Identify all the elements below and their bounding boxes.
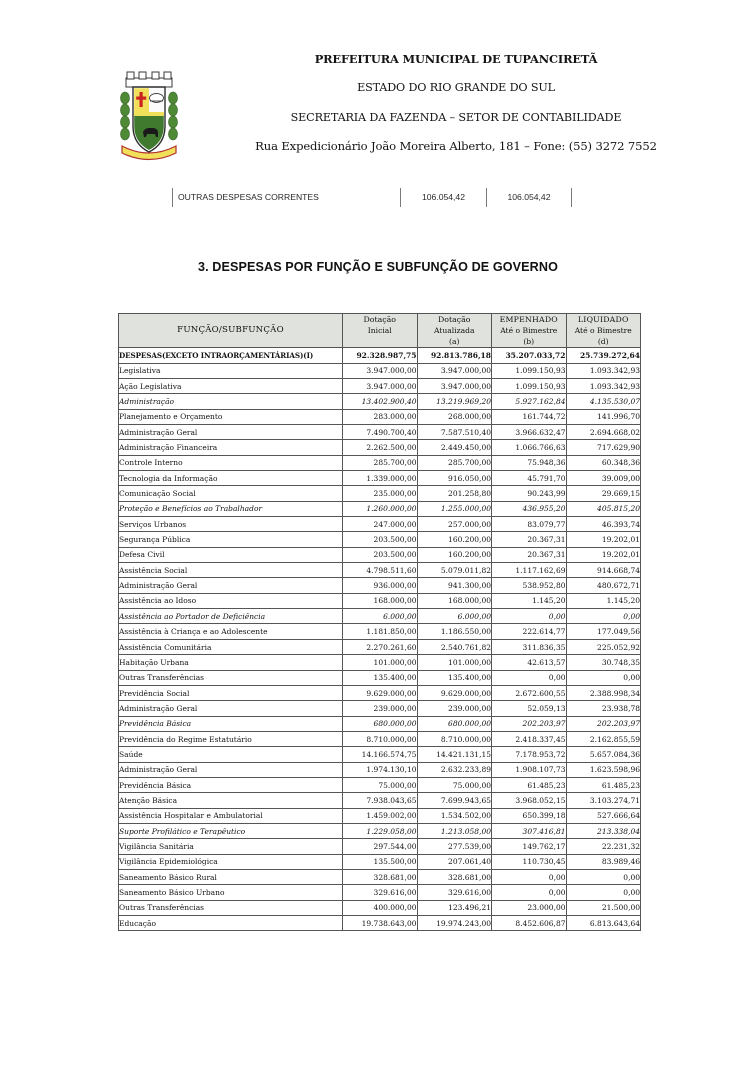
cell-inicial: 135.400,00 (343, 670, 418, 685)
cell-empenhado: 42.613,57 (492, 655, 567, 670)
cell-atualizada: 680.000,00 (417, 716, 492, 731)
cell-atualizada: 13.219.969,20 (417, 394, 492, 409)
col-header-dotacao-atualizada-line1: Dotação (438, 315, 471, 324)
cell-inicial: 168.000,00 (343, 593, 418, 608)
table-row (119, 363, 641, 378)
table-row (119, 885, 641, 900)
cell-atualizada: 9.629.000,00 (417, 685, 492, 700)
cell-liquidado: 1.623.598,96 (566, 762, 641, 777)
cell-inicial: 283.000,00 (343, 409, 418, 424)
col-header-empenhado-line2: Até o Bimestre (500, 326, 558, 336)
cell-liquidado: 19.202,01 (566, 547, 641, 562)
cell-liquidado: 480.672,71 (566, 578, 641, 593)
table-row (119, 670, 641, 685)
cell-liquidado: 4.135.530,07 (566, 394, 641, 409)
table-row (119, 762, 641, 777)
strip-value-1: 106.054,42 (400, 188, 486, 207)
table-row (119, 378, 641, 393)
cell-atualizada: 92.813.786,18 (417, 348, 492, 363)
cell-inicial: 328.681,00 (343, 869, 418, 884)
col-header-empenhado-line1: EMPENHADO (499, 315, 558, 324)
cell-empenhado: 0,00 (492, 885, 567, 900)
cell-liquidado: 202.203,97 (566, 716, 641, 731)
cell-name: DESPESAS(EXCETO INTRAORÇAMENTÁRIAS)(I) (119, 348, 343, 363)
col-header-funcao-subfuncao: FUNÇÃO/SUBFUNÇÃO (119, 314, 343, 348)
col-header-liquidado-line2: Até o Bimestre (574, 326, 632, 336)
cell-inicial: 329.616,00 (343, 885, 418, 900)
col-header-liquidado (566, 314, 641, 348)
table-row (119, 655, 641, 670)
cell-atualizada: 329.616,00 (417, 885, 492, 900)
cell-empenhado: 307.416,81 (492, 823, 567, 838)
cell-inicial: 285.700,00 (343, 455, 418, 470)
cell-name: Administração Geral (119, 425, 343, 440)
cell-inicial: 6.000,00 (343, 609, 418, 624)
cell-name: Vigilância Sanitária (119, 839, 343, 854)
cell-empenhado: 1.117.162,69 (492, 563, 567, 578)
cell-empenhado: 20.367,31 (492, 532, 567, 547)
col-header-dotacao-inicial (343, 314, 418, 348)
cell-liquidado: 141.996,70 (566, 409, 641, 424)
cell-name: Administração (119, 394, 343, 409)
cell-liquidado: 3.103.274,71 (566, 793, 641, 808)
cell-atualizada: 160.200,00 (417, 547, 492, 562)
cell-atualizada: 257.000,00 (417, 517, 492, 532)
table-row (119, 624, 641, 639)
strip-value-2: 106.054,42 (486, 188, 572, 207)
cell-inicial: 936.000,00 (343, 578, 418, 593)
cell-liquidado: 23.938,78 (566, 701, 641, 716)
table-row (119, 701, 641, 716)
cell-atualizada: 135.400,00 (417, 670, 492, 685)
cell-liquidado: 2.694.668,02 (566, 425, 641, 440)
cell-empenhado: 1.145,20 (492, 593, 567, 608)
cell-empenhado: 90.243,99 (492, 486, 567, 501)
cell-inicial: 92.328.987,75 (343, 348, 418, 363)
table-row (119, 486, 641, 501)
col-header-dotacao-atualizada (417, 314, 492, 348)
cell-name: Administração Financeira (119, 440, 343, 455)
table-row (119, 471, 641, 486)
cell-atualizada: 75.000,00 (417, 777, 492, 792)
cell-atualizada: 277.539,00 (417, 839, 492, 854)
table-row (119, 425, 641, 440)
cell-inicial: 19.738.643,00 (343, 916, 418, 931)
cell-empenhado: 650.399,18 (492, 808, 567, 823)
cell-empenhado: 83.079,77 (492, 517, 567, 532)
cell-name: Assistência ao Idoso (119, 593, 343, 608)
cell-inicial: 1.339.000,00 (343, 471, 418, 486)
cell-inicial: 1.229.058,00 (343, 823, 418, 838)
table-row (119, 547, 641, 562)
cell-name: Legislativa (119, 363, 343, 378)
table-row (119, 808, 641, 823)
cell-atualizada: 2.540.761,82 (417, 639, 492, 654)
cell-inicial: 2.270.261,60 (343, 639, 418, 654)
cell-inicial: 3.947.000,00 (343, 363, 418, 378)
cell-empenhado: 110.730,45 (492, 854, 567, 869)
cell-liquidado: 5.657.084,36 (566, 747, 641, 762)
cell-atualizada: 2.449.450,00 (417, 440, 492, 455)
letterhead-line-secretaria: SECRETARIA DA FAZENDA – SETOR DE CONTABILIDADE (290, 110, 622, 124)
cell-inicial: 680.000,00 (343, 716, 418, 731)
cell-liquidado: 61.485,23 (566, 777, 641, 792)
cell-empenhado: 202.203,97 (492, 716, 567, 731)
col-header-empenhado (492, 314, 567, 348)
cell-liquidado: 46.393,74 (566, 517, 641, 532)
table-header-row (119, 314, 641, 348)
cell-inicial: 3.947.000,00 (343, 378, 418, 393)
cell-name: Proteção e Benefícios ao Trabalhador (119, 501, 343, 516)
table-row (119, 854, 641, 869)
table-row (119, 394, 641, 409)
table-row (119, 793, 641, 808)
cell-name: Serviços Urbanos (119, 517, 343, 532)
cell-atualizada: 328.681,00 (417, 869, 492, 884)
cell-name: Saúde (119, 747, 343, 762)
cell-name: Previdência Social (119, 685, 343, 700)
cell-atualizada: 7.699.943,65 (417, 793, 492, 808)
cell-name: Habitação Urbana (119, 655, 343, 670)
cell-name: Assistência Hospitalar e Ambulatorial (119, 808, 343, 823)
cell-name: Tecnologia da Informação (119, 471, 343, 486)
table-row (119, 731, 641, 746)
cell-empenhado: 23.000,00 (492, 900, 567, 915)
cell-empenhado: 0,00 (492, 609, 567, 624)
cell-name: Administração Geral (119, 701, 343, 716)
cell-liquidado: 177.049,56 (566, 624, 641, 639)
cell-liquidado: 83.989,46 (566, 854, 641, 869)
cell-empenhado: 2.418.337,45 (492, 731, 567, 746)
cell-inicial: 297.544,00 (343, 839, 418, 854)
cell-liquidado: 2.388.998,34 (566, 685, 641, 700)
cell-empenhado: 1.099.150,93 (492, 378, 567, 393)
cell-name: Assistência à Criança e ao Adolescente (119, 624, 343, 639)
col-header-dotacao-inicial-key (343, 336, 417, 347)
cell-empenhado: 149.762,17 (492, 839, 567, 854)
cell-inicial: 203.500,00 (343, 532, 418, 547)
cell-liquidado: 25.739.272,64 (566, 348, 641, 363)
cell-inicial: 135.500,00 (343, 854, 418, 869)
cell-liquidado: 0,00 (566, 869, 641, 884)
cell-liquidado: 0,00 (566, 609, 641, 624)
cell-name: Ação Legislativa (119, 378, 343, 393)
table-row (119, 869, 641, 884)
cell-inicial: 239.000,00 (343, 701, 418, 716)
cell-empenhado: 35.207.033,72 (492, 348, 567, 363)
table-row (119, 593, 641, 608)
cell-empenhado: 1.066.766,63 (492, 440, 567, 455)
table-row (119, 716, 641, 731)
cell-empenhado: 222.614,77 (492, 624, 567, 639)
cell-name: Administração Geral (119, 578, 343, 593)
table-row (119, 409, 641, 424)
cell-empenhado: 436.955,20 (492, 501, 567, 516)
page-title: 3. DESPESAS POR FUNÇÃO E SUBFUNÇÃO DE GOVERNO (198, 260, 558, 274)
cell-liquidado: 213.338,04 (566, 823, 641, 838)
letterhead (0, 54, 756, 174)
cell-atualizada: 6.000,00 (417, 609, 492, 624)
cell-liquidado: 1.145,20 (566, 593, 641, 608)
cell-atualizada: 168.000,00 (417, 593, 492, 608)
cell-liquidado: 21.500,00 (566, 900, 641, 915)
cell-atualizada: 160.200,00 (417, 532, 492, 547)
table-row (119, 440, 641, 455)
col-header-liquidado-line1: LIQUIDADO (577, 315, 629, 324)
cell-atualizada: 3.947.000,00 (417, 378, 492, 393)
cell-inicial: 8.710.000,00 (343, 731, 418, 746)
cell-inicial: 4.798.511,60 (343, 563, 418, 578)
cell-empenhado: 8.452.606,87 (492, 916, 567, 931)
cell-name: Saneamento Básico Rural (119, 869, 343, 884)
table-row (119, 777, 641, 792)
table-row (119, 501, 641, 516)
cell-liquidado: 527.666,64 (566, 808, 641, 823)
cell-liquidado: 39.009,00 (566, 471, 641, 486)
cell-empenhado: 52.059,13 (492, 701, 567, 716)
cell-inicial: 1.181.850,00 (343, 624, 418, 639)
cell-atualizada: 916.050,00 (417, 471, 492, 486)
cell-atualizada: 1.213.058,00 (417, 823, 492, 838)
cell-atualizada: 1.534.502,00 (417, 808, 492, 823)
cell-atualizada: 207.061,40 (417, 854, 492, 869)
table-row (119, 563, 641, 578)
cell-atualizada: 239.000,00 (417, 701, 492, 716)
cell-name: Defesa Civil (119, 547, 343, 562)
cell-inicial: 14.166.574,75 (343, 747, 418, 762)
col-header-empenhado-key: (b) (523, 337, 535, 347)
cell-empenhado: 3.968.052,15 (492, 793, 567, 808)
cell-empenhado: 75.948,36 (492, 455, 567, 470)
cell-atualizada: 201.258,80 (417, 486, 492, 501)
table-row (119, 639, 641, 654)
cell-empenhado: 2.672.600,55 (492, 685, 567, 700)
cell-inicial: 7.938.043,65 (343, 793, 418, 808)
col-header-dotacao-inicial-line2: Inicial (367, 326, 392, 336)
cell-liquidado: 0,00 (566, 885, 641, 900)
cell-name: Outras Transferências (119, 900, 343, 915)
letterhead-line-estado: ESTADO DO RIO GRANDE DO SUL (357, 81, 555, 95)
cell-name: Previdência Básica (119, 777, 343, 792)
cell-name: Assistência ao Portador de Deficiência (119, 609, 343, 624)
outras-despesas-correntes-strip (172, 188, 572, 207)
cell-inicial: 235.000,00 (343, 486, 418, 501)
cell-empenhado: 61.485,23 (492, 777, 567, 792)
cell-name: Previdência do Regime Estatutário (119, 731, 343, 746)
cell-atualizada: 8.710.000,00 (417, 731, 492, 746)
cell-empenhado: 20.367,31 (492, 547, 567, 562)
cell-name: Outras Transferências (119, 670, 343, 685)
cell-name: Suporte Profilático e Terapêutico (119, 823, 343, 838)
table-row (119, 517, 641, 532)
cell-empenhado: 0,00 (492, 869, 567, 884)
cell-liquidado: 914.668,74 (566, 563, 641, 578)
cell-empenhado: 7.178.953,72 (492, 747, 567, 762)
cell-liquidado: 0,00 (566, 670, 641, 685)
cell-liquidado: 717.629,90 (566, 440, 641, 455)
cell-inicial: 203.500,00 (343, 547, 418, 562)
cell-empenhado: 538.952,80 (492, 578, 567, 593)
table-row (119, 747, 641, 762)
cell-empenhado: 1.099.150,93 (492, 363, 567, 378)
cell-inicial: 1.459.002,00 (343, 808, 418, 823)
cell-atualizada: 3.947.000,00 (417, 363, 492, 378)
cell-name: Atenção Básica (119, 793, 343, 808)
table-row (119, 578, 641, 593)
cell-liquidado: 405.815,20 (566, 501, 641, 516)
cell-name: Segurança Pública (119, 532, 343, 547)
cell-liquidado: 1.093.342,93 (566, 378, 641, 393)
cell-liquidado: 29.669,15 (566, 486, 641, 501)
cell-atualizada: 285.700,00 (417, 455, 492, 470)
cell-liquidado: 60.348,36 (566, 455, 641, 470)
cell-name: Planejamento e Orçamento (119, 409, 343, 424)
table-row (119, 455, 641, 470)
cell-empenhado: 5.927.162,84 (492, 394, 567, 409)
coat-of-arms-icon (112, 70, 186, 166)
cell-inicial: 1.974.130,10 (343, 762, 418, 777)
cell-inicial: 9.629.000,00 (343, 685, 418, 700)
cell-liquidado: 30.748,35 (566, 655, 641, 670)
table-row (119, 823, 641, 838)
cell-name: Vigilância Epidemiológica (119, 854, 343, 869)
cell-empenhado: 0,00 (492, 670, 567, 685)
table-row (119, 348, 641, 363)
cell-empenhado: 311.836,35 (492, 639, 567, 654)
table-row (119, 839, 641, 854)
cell-inicial: 75.000,00 (343, 777, 418, 792)
cell-name: Previdência Básica (119, 716, 343, 731)
cell-name: Assistência Comunitária (119, 639, 343, 654)
table-row (119, 532, 641, 547)
cell-atualizada: 101.000,00 (417, 655, 492, 670)
cell-atualizada: 123.496,21 (417, 900, 492, 915)
cell-inicial: 2.262.500,00 (343, 440, 418, 455)
table-row (119, 916, 641, 931)
cell-name: Educação (119, 916, 343, 931)
cell-atualizada: 2.632.233,89 (417, 762, 492, 777)
cell-empenhado: 45.791,70 (492, 471, 567, 486)
cell-atualizada: 1.186.550,00 (417, 624, 492, 639)
cell-empenhado: 161.744,72 (492, 409, 567, 424)
cell-atualizada: 14.421.131,15 (417, 747, 492, 762)
col-header-liquidado-key: (d) (597, 337, 609, 347)
cell-name: Controle Interno (119, 455, 343, 470)
cell-atualizada: 268.000,00 (417, 409, 492, 424)
cell-liquidado: 22.231,32 (566, 839, 641, 854)
cell-empenhado: 1.908.107,73 (492, 762, 567, 777)
cell-liquidado: 6.813.643,64 (566, 916, 641, 931)
col-header-dotacao-inicial-line1: Dotação (363, 315, 396, 324)
table-row (119, 609, 641, 624)
cell-inicial: 101.000,00 (343, 655, 418, 670)
cell-atualizada: 5.079.011,82 (417, 563, 492, 578)
despesas-por-funcao-table (118, 313, 641, 931)
cell-liquidado: 225.052,92 (566, 639, 641, 654)
cell-atualizada: 19.974.243,00 (417, 916, 492, 931)
letterhead-line-prefeitura: PREFEITURA MUNICIPAL DE TUPANCIRETÃ (314, 52, 598, 66)
cell-inicial: 1.260.000,00 (343, 501, 418, 516)
cell-liquidado: 2.162.855,59 (566, 731, 641, 746)
cell-atualizada: 1.255.000,00 (417, 501, 492, 516)
cell-name: Assistência Social (119, 563, 343, 578)
cell-inicial: 400.000,00 (343, 900, 418, 915)
col-header-dotacao-atualizada-line2: Atualizada (433, 326, 475, 336)
cell-inicial: 13.402.900,40 (343, 394, 418, 409)
cell-inicial: 247.000,00 (343, 517, 418, 532)
cell-name: Comunicação Social (119, 486, 343, 501)
cell-name: Saneamento Básico Urbano (119, 885, 343, 900)
cell-name: Administração Geral (119, 762, 343, 777)
cell-empenhado: 3.966.632,47 (492, 425, 567, 440)
letterhead-line-endereco: Rua Expedicionário João Moreira Alberto, 181 – Fone: (55) 3272 7552 (255, 138, 657, 153)
table-row (119, 685, 641, 700)
col-header-dotacao-atualizada-key: (a) (449, 337, 460, 347)
table-row (119, 900, 641, 915)
cell-atualizada: 941.300,00 (417, 578, 492, 593)
cell-inicial: 7.490.700,40 (343, 425, 418, 440)
cell-liquidado: 1.093.342,93 (566, 363, 641, 378)
strip-label: OUTRAS DESPESAS CORRENTES (172, 188, 400, 207)
cell-atualizada: 7.587.510,40 (417, 425, 492, 440)
cell-liquidado: 19.202,01 (566, 532, 641, 547)
